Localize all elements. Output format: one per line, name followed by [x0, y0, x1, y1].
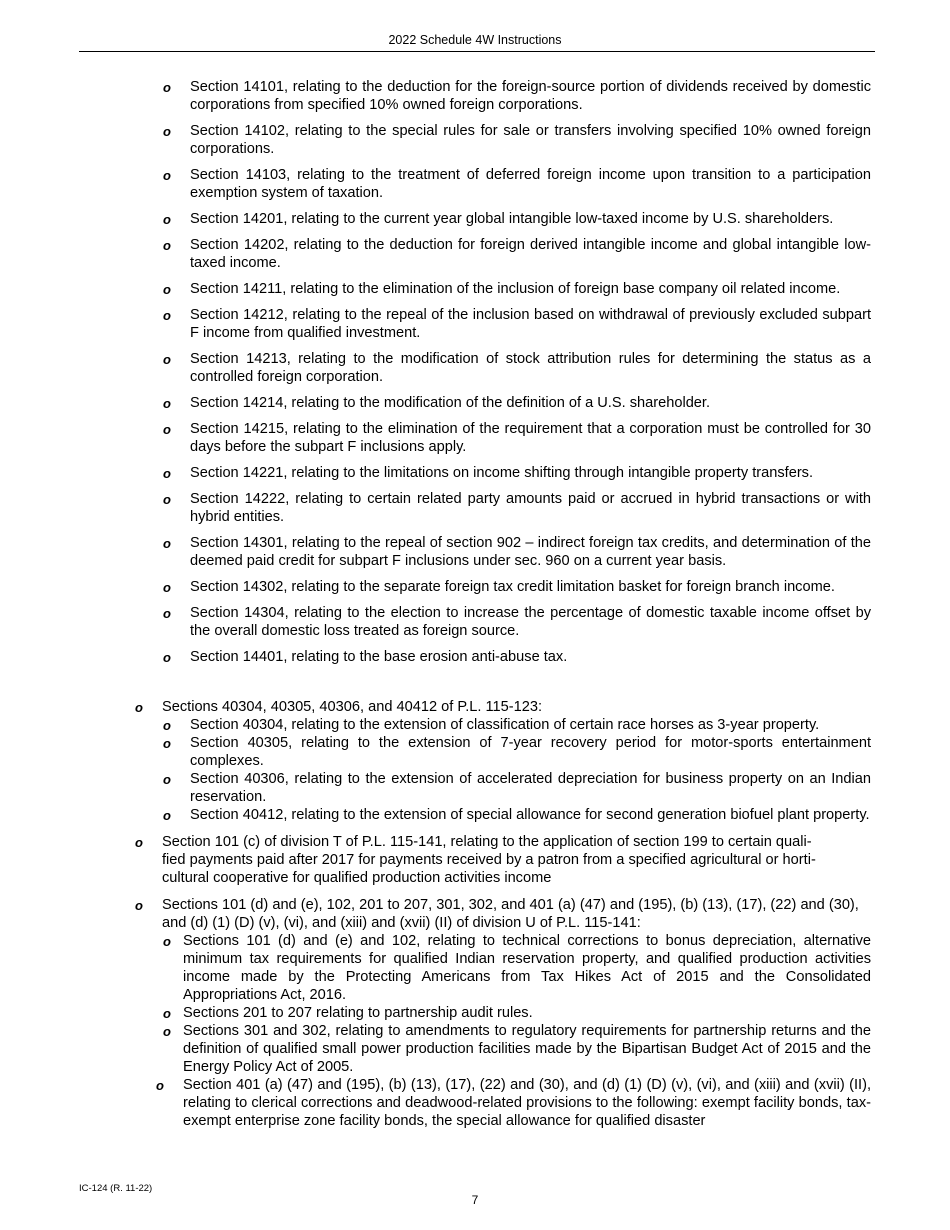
list-item-14211	[163, 280, 871, 298]
list-item-14302	[163, 578, 871, 596]
list-item-text: Section 40306, relating to the extension of accelerated depreciation for business property on an Indian reservation.	[190, 771, 871, 805]
list-item-40304	[163, 716, 871, 734]
list-item-text: Section 14102, relating to the special rules for sale or transfers involving specified 10% owned foreign corporations.	[190, 123, 871, 157]
bullet-icon: o	[163, 352, 171, 367]
list-item-text: Sections 101 (d) and (e) and 102, relating to technical corrections to bonus depreciation, alternative minimum tax requirements for qualified Indian reservation property, and qualified production activities income made by the Protecting Americans from Tax Hikes Act of 2015 and the Consolidated Appropriations Act, 2016.	[183, 933, 871, 1003]
bullet-icon: o	[163, 466, 171, 481]
bullet-icon: o	[163, 606, 171, 621]
list-item-text: Section 14221, relating to the limitations on income shifting through intangible property transfers.	[190, 465, 814, 481]
list-item-text: Section 14401, relating to the base erosion anti-abuse tax.	[190, 649, 568, 665]
section-block-101d	[135, 896, 871, 932]
bullet-icon: o	[163, 580, 171, 595]
header-divider	[79, 51, 875, 52]
list-item-text: Section 40305, relating to the extension of 7-year recovery period for motor-sports entertainment complexes.	[190, 735, 871, 769]
list-item-14222	[163, 490, 871, 526]
list-item-text: Sections 301 and 302, relating to amendments to regulatory requirements for partnership returns and the definition of qualified small power production facilities made by the Bipartisan Budget Act of 2015 and the Energy Policy Act of 2005.	[183, 1023, 871, 1075]
bullet-icon: o	[163, 718, 171, 733]
list-item-40305	[163, 734, 871, 770]
list-item-40306	[163, 770, 871, 806]
page-header-title: 2022 Schedule 4W Instructions	[388, 33, 562, 47]
list-item-text: Sections 201 to 207 relating to partnership audit rules.	[183, 1005, 533, 1021]
bullet-icon: o	[163, 808, 171, 823]
bullet-icon: o	[135, 835, 143, 850]
list-item-14214	[163, 394, 871, 412]
bullet-icon: o	[163, 650, 171, 665]
list-item-14201	[163, 210, 871, 228]
list-item-text: Section 14213, relating to the modification of stock attribution rules for determining the status as a controlled foreign corporation.	[190, 351, 871, 385]
bullet-icon: o	[163, 934, 171, 949]
section-block-title: Sections 40304, 40305, 40306, and 40412 of P.L. 115-123:	[162, 699, 543, 715]
list-item-text: Section 40304, relating to the extension of classification of certain race horses as 3-year property.	[190, 717, 820, 733]
list-item-14202	[163, 236, 871, 272]
list-item-301-302	[163, 1022, 871, 1076]
section-block-101c	[135, 833, 871, 887]
list-item-14304	[163, 604, 871, 640]
list-item-text: Section 14215, relating to the elimination of the requirement that a corporation must be controlled for 30 days before the subpart F inclusions apply.	[190, 421, 871, 455]
list-item-401	[156, 1076, 871, 1130]
page-number: 7	[471, 1193, 479, 1207]
list-item-text: Section 14202, relating to the deduction for foreign derived intangible income and global intangible low-taxed income.	[190, 237, 871, 271]
list-item-14213	[163, 350, 871, 386]
bullet-icon: o	[163, 1006, 171, 1021]
bullet-icon: o	[163, 492, 171, 507]
bullet-icon: o	[163, 212, 171, 227]
instructions-body	[0, 78, 950, 1130]
list-item-text: Section 14222, relating to certain related party amounts paid or accrued in hybrid transactions or with hybrid entities.	[190, 491, 871, 525]
list-item-text: Section 14304, relating to the election to increase the percentage of domestic taxable income offset by the overall domestic loss treated as foreign source.	[190, 605, 871, 639]
list-item-text: Section 14211, relating to the elimination of the inclusion of foreign base company oil related income.	[190, 281, 841, 297]
list-item-text: Section 401 (a) (47) and (195), (b) (13), (17), (22) and (30), and (d) (1) (D) (v), (vi), and (xiii) and (xvii) (II), relating to clerical corrections and deadwood-related provisions to the following: exempt facility bonds, tax-exempt enterprise zone facility bonds, the special allowance for qualified disaster	[183, 1077, 871, 1129]
section-block-line: cultural cooperative for qualified production activities income	[162, 870, 552, 886]
bullet-icon: o	[163, 396, 171, 411]
bullet-icon: o	[135, 700, 143, 715]
bullet-icon: o	[163, 1024, 171, 1039]
list-item-14212	[163, 306, 871, 342]
list-item-text: Section 14103, relating to the treatment of deferred foreign income upon transition to a participation exemption system of taxation.	[190, 167, 871, 201]
list-item-14401	[163, 648, 871, 666]
list-item-text: Section 40412, relating to the extension of special allowance for second generation biofuel plant property.	[190, 807, 870, 823]
list-item-text: Section 14301, relating to the repeal of section 902 – indirect foreign tax credits, and determination of the deemed paid credit for subpart F inclusions under sec. 960 on a current year basis.	[190, 535, 871, 569]
list-item-101d-102	[163, 932, 871, 1004]
list-item-14102	[163, 122, 871, 158]
bullet-icon: o	[163, 308, 171, 323]
bullet-icon: o	[163, 80, 171, 95]
bullet-icon: o	[135, 898, 143, 913]
bullet-icon: o	[163, 168, 171, 183]
section-block-line: fied payments paid after 2017 for payments received by a patron from a specified agricultural or horti-	[162, 852, 816, 868]
list-item-14101	[163, 78, 871, 114]
section-block-line: Section 101 (c) of division T of P.L. 115-141, relating to the application of section 199 to certain quali-	[162, 834, 812, 850]
list-item-40412	[163, 806, 871, 824]
list-item-text: Section 14201, relating to the current year global intangible low-taxed income by U.S. shareholders.	[190, 211, 834, 227]
form-identifier: IC-124 (R. 11-22)	[79, 1183, 153, 1194]
list-item-14301	[163, 534, 871, 570]
bullet-icon: o	[163, 536, 171, 551]
bullet-icon: o	[163, 238, 171, 253]
list-item-14221	[163, 464, 871, 482]
bullet-icon: o	[156, 1078, 164, 1093]
list-item-text: Section 14212, relating to the repeal of the inclusion based on withdrawal of previously excluded subpart F income from qualified investment.	[190, 307, 871, 341]
section-block-40304	[135, 698, 871, 716]
section-block-title: Sections 101 (d) and (e), 102, 201 to 207, 301, 302, and 401 (a) (47) and (195), (b) (13), (17), (22) and (30), and (d) (1) (D) (v), (vi), and (xiii) and (xvii) (II) of division U of P.L. 115-141:	[162, 897, 859, 931]
list-item-14103	[163, 166, 871, 202]
bullet-icon: o	[163, 422, 171, 437]
bullet-icon: o	[163, 124, 171, 139]
bullet-icon: o	[163, 282, 171, 297]
list-item-201-207	[163, 1004, 871, 1022]
list-item-text: Section 14214, relating to the modification of the definition of a U.S. shareholder.	[190, 395, 711, 411]
list-item-text: Section 14101, relating to the deduction for the foreign-source portion of dividends received by domestic corporations from specified 10% owned foreign corporations.	[190, 79, 871, 113]
list-item-text: Section 14302, relating to the separate foreign tax credit limitation basket for foreign branch income.	[190, 579, 835, 595]
bullet-icon: o	[163, 772, 171, 787]
bullet-icon: o	[163, 736, 171, 751]
list-item-14215	[163, 420, 871, 456]
